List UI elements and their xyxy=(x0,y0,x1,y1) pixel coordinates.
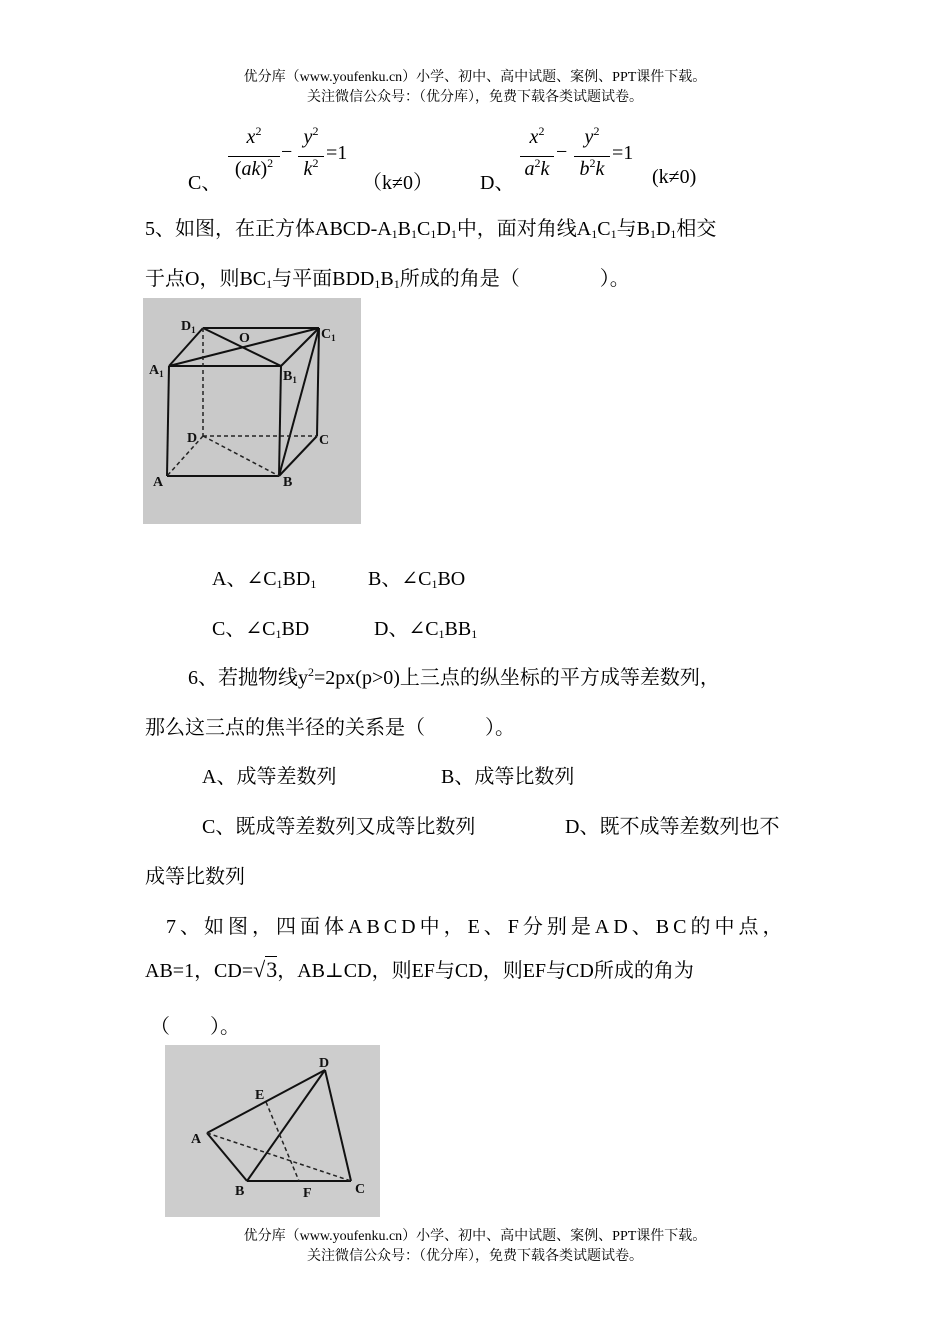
label-a: A xyxy=(153,475,164,490)
label-e: E xyxy=(255,1088,265,1103)
label-c: C xyxy=(319,433,330,448)
label-d: D xyxy=(187,431,198,446)
header-line-1: 优分库（www.youfenku.cn）小学、初中、高中试题、案例、PPT课件下载。 xyxy=(243,70,707,85)
q7-tetrahedron-figure xyxy=(165,1045,380,1217)
q5-option-d: D、$\angle C_1BB_1$ xyxy=(374,618,478,641)
q4-option-d-fraction-1: $x^2$ $a^2k$ xyxy=(520,124,554,186)
q6-option-d: D、既不成等差数列也不 xyxy=(565,816,780,838)
label-b: B xyxy=(235,1184,245,1199)
sqrt-radicand: 3 xyxy=(266,957,278,982)
header-line-2: 关注微信公众号：（优分库），免费下载各类试题试卷。 xyxy=(307,90,643,105)
q6-option-b: B、成等比数列 xyxy=(441,766,575,788)
q5-option-c: C、$\angle C_1BD$ xyxy=(212,618,310,641)
q7-stem-line-3: （ ）。 xyxy=(150,1016,240,1038)
q4-option-c-rhs: =1 xyxy=(326,142,348,164)
q6-option-a: A、成等差数列 xyxy=(202,766,337,788)
q4-option-d-minus: − xyxy=(556,141,568,163)
q4-option-d-rhs: =1 xyxy=(612,142,634,164)
q4-option-c-fraction-1: $x^2$ (ak)$^2$ xyxy=(228,124,280,186)
label-b1: $B_1$ xyxy=(283,369,297,385)
q5-option-a: A、$\angle C_1BD_1$ xyxy=(212,568,317,591)
label-o: O xyxy=(239,331,250,346)
q7-stem-line-1: 7、如图，四面体ABCD中，E、F分别是AD、BC的中点， xyxy=(166,916,787,938)
q7-stem-line-2: AB=1，CD=√3，AB⊥CD，则EF与CD，则EF与CD所成的角为 xyxy=(145,957,694,982)
label-c: C xyxy=(355,1182,366,1197)
label-d1: $D_1$ xyxy=(181,319,196,335)
q6-stem-line-1: 6、若抛物线$y^2=2px(p>0)$上三点的纵坐标的平方成等差数列， xyxy=(188,665,720,689)
label-f: F xyxy=(303,1186,312,1201)
q4-option-c-fraction-2: $y^2$ $k^2$ xyxy=(298,124,324,186)
q5-stem-line-2: 于点O，则$BC_1$与平面$BDD_1B_1$所成的角是（ ）。 xyxy=(145,268,630,291)
q6-option-d-continued: 成等比数列 xyxy=(145,866,245,888)
label-a1: $A_1$ xyxy=(149,363,164,379)
label-b: B xyxy=(283,475,293,490)
figure-background xyxy=(165,1045,380,1217)
q6-option-c: C、既成等差数列又成等比数列 xyxy=(202,816,476,838)
q4-option-d-condition: (k≠0) xyxy=(652,166,697,188)
label-d: D xyxy=(319,1056,330,1071)
q5-option-b: B、$\angle C_1BO$ xyxy=(368,568,466,591)
q5-cube-figure xyxy=(143,298,361,524)
label-c1: $C_1$ xyxy=(321,327,336,343)
q6-stem-line-2: 那么这三点的焦半径的关系是（ ）。 xyxy=(145,717,515,739)
q4-option-d-label: D、 xyxy=(480,172,515,194)
q4-option-c-minus: − xyxy=(281,141,293,163)
q4-option-d-fraction-2: $y^2$ $b^2k$ xyxy=(574,124,610,186)
label-a: A xyxy=(191,1132,202,1147)
q4-option-c-label: C、 xyxy=(188,172,222,194)
q5-stem-line-1: 5、如图，在正方体ABCD-$A_1B_1C_1D_1$中，面对角线$A_1C_1$与$B_1D_1$相交 xyxy=(145,218,717,241)
footer-line-1: 优分库（www.youfenku.cn）小学、初中、高中试题、案例、PPT课件下载。 xyxy=(243,1229,707,1244)
q4-option-c-condition: （k≠0） xyxy=(362,172,433,194)
footer-line-2: 关注微信公众号：（优分库），免费下载各类试题试卷。 xyxy=(307,1249,643,1264)
